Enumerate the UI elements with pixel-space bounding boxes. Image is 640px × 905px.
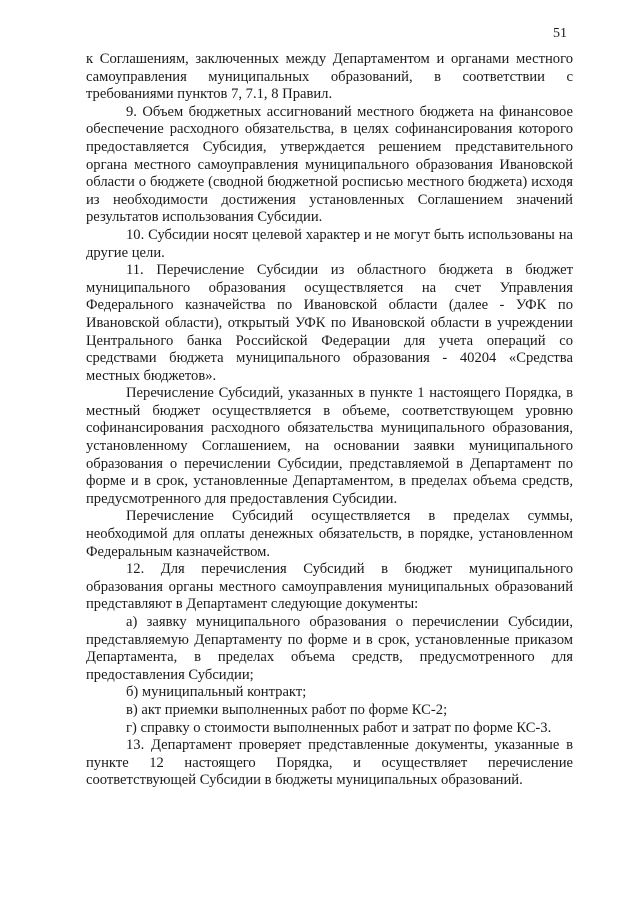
- paragraph-13: 13. Департамент проверяет представленные документы, указанные в пункте 12 настоящего Порядка, и осуществляет перечисление соответствующей Субсидии в бюджеты муниципальных образований.: [86, 737, 573, 789]
- paragraph-11: 11. Перечисление Субсидии из областного бюджета в бюджет муниципального образования осуществляется на счет Управления Федерального казначейства по Ивановской области (далее - УФК по Ивановской области), открытый УФК по Ивановской области в учреждении Центрального банка Российской Федерации для учета операций со средствами бюджета муниципального образования - 40204 «Средства местных бюджетов».: [86, 262, 573, 384]
- document-body: [86, 51, 573, 790]
- list-item-a: а) заявку муниципального образования о перечислении Субсидии, представляемую Департаменту по форме и в срок, установленные приказом Департамента, в пределах объема средств, предусмотренного для предоставления Субсидии;: [86, 614, 573, 683]
- page-number: 51: [553, 26, 567, 41]
- list-item-b: б) муниципальный контракт;: [126, 684, 307, 701]
- list-item-g: г) справку о стоимости выполненных работ и затрат по форме КС-3.: [126, 719, 552, 736]
- paragraph-continuation: к Соглашениям, заключенных между Департаментом и органами местного самоуправления муниципальных образований, в соответствии с требованиями пунктов 7, 7.1, 8 Правил.: [86, 51, 573, 103]
- paragraph-11-transfer: Перечисление Субсидий, указанных в пункте 1 настоящего Порядка, в местный бюджет осуществляется в объеме, соответствующем уровню софинансирования расходного обязательства муниципального образования, установленному Соглашением, на основании заявки муниципального образования о перечислении Субсидии, представляемой в Департамент по форме и в срок, установленные Департаментом, в пределах объема средств, предусмотренного для предоставления Субсидии.: [86, 385, 573, 507]
- paragraph-9: 9. Объем бюджетных ассигнований местного бюджета на финансовое обеспечение расходного обязательства, в целях софинансирования которого предоставляется Субсидия, утверждается решением представительного органа местного самоуправления муниципального образования Ивановской области о бюджете (сводной бюджетной росписью местного бюджета) исходя из необходимости достижения установленных Соглашением значений результатов использования Субсидии.: [86, 103, 573, 226]
- paragraph-11-limits: Перечисление Субсидий осуществляется в пределах суммы, необходимой для оплаты денежных обязательств, в порядке, установленном Федеральным казначейством.: [86, 508, 573, 560]
- list-item-v: в) акт приемки выполненных работ по форме КС-2;: [126, 701, 448, 718]
- paragraph-12: 12. Для перечисления Субсидий в бюджет муниципального образования органы местного самоуправления муниципальных образований представляют в Департамент следующие документы:: [86, 561, 573, 613]
- paragraph-10: 10. Субсидии носят целевой характер и не могут быть использованы на другие цели.: [86, 226, 573, 261]
